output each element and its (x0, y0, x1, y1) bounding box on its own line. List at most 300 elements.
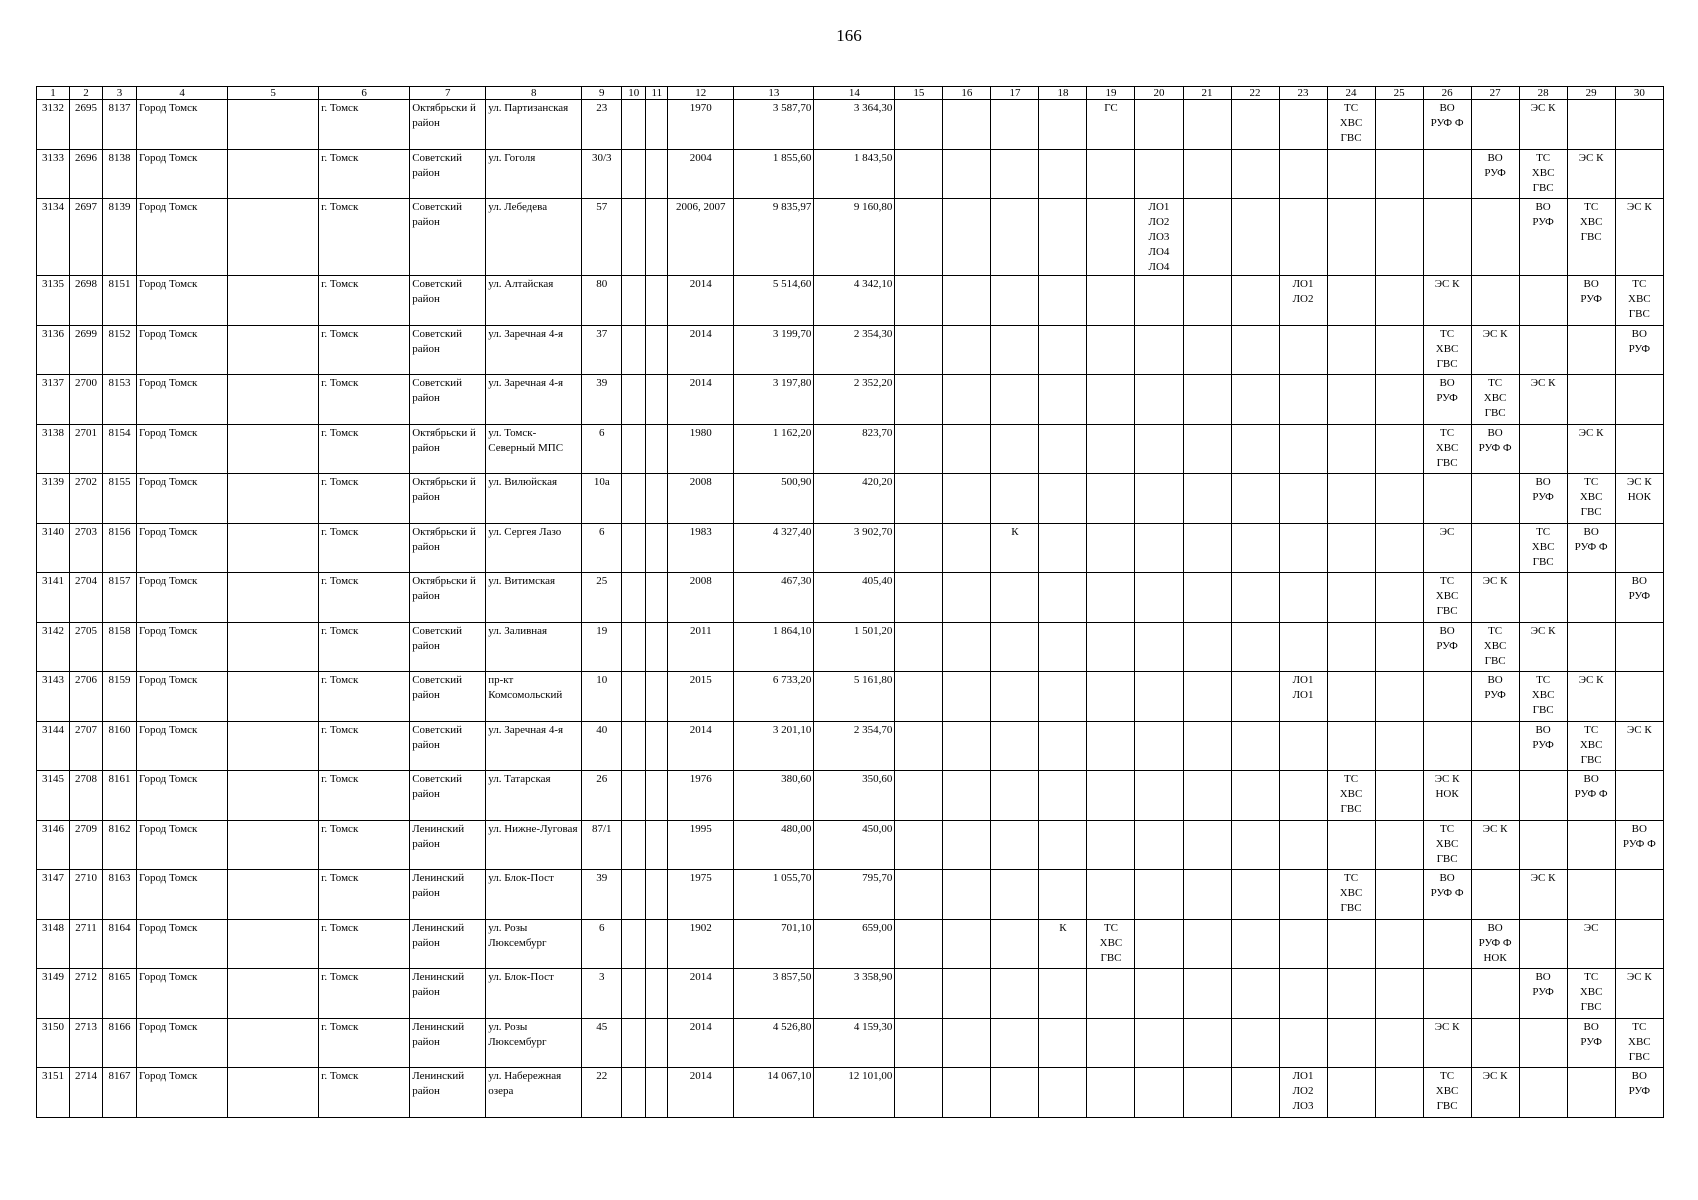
cell-col-15 (895, 523, 943, 573)
cell-col-7: Октябрьски й район (410, 424, 486, 474)
cell-col-29: ВО РУФ Ф (1567, 523, 1615, 573)
cell-col-15 (895, 149, 943, 199)
cell-col-23 (1279, 771, 1327, 821)
cell-col-12: 2014 (668, 1068, 734, 1118)
cell-col-6: г. Томск (319, 474, 410, 524)
cell-col-10 (622, 1018, 646, 1068)
cell-col-30: ВО РУФ (1615, 1068, 1663, 1118)
column-number-14: 14 (814, 87, 895, 100)
cell-col-18 (1039, 771, 1087, 821)
cell-col-2: 2698 (70, 276, 103, 326)
cell-col-1: 3135 (37, 276, 70, 326)
cell-col-16 (943, 325, 991, 375)
cell-col-23 (1279, 721, 1327, 771)
cell-col-30: ТС ХВС ГВС (1615, 276, 1663, 326)
cell-col-10 (622, 771, 646, 821)
cell-col-10 (622, 870, 646, 920)
cell-col-1: 3140 (37, 523, 70, 573)
cell-col-12: 1970 (668, 100, 734, 150)
cell-col-29 (1567, 375, 1615, 425)
cell-col-20 (1135, 474, 1183, 524)
cell-col-25 (1375, 721, 1423, 771)
cell-col-20 (1135, 622, 1183, 672)
cell-col-9: 3 (582, 969, 622, 1019)
cell-col-23: ЛО1 ЛО2 ЛО3 (1279, 1068, 1327, 1118)
cell-col-11 (646, 199, 668, 276)
cell-col-13: 701,10 (734, 919, 814, 969)
cell-col-11 (646, 672, 668, 722)
table-row (37, 622, 1664, 672)
cell-col-21 (1183, 1068, 1231, 1118)
cell-col-14: 3 358,90 (814, 969, 895, 1019)
cell-col-21 (1183, 969, 1231, 1019)
cell-col-6: г. Томск (319, 276, 410, 326)
cell-col-1: 3139 (37, 474, 70, 524)
cell-col-21 (1183, 771, 1231, 821)
cell-col-12: 1975 (668, 870, 734, 920)
cell-col-13: 3 857,50 (734, 969, 814, 1019)
cell-col-5 (228, 375, 319, 425)
cell-col-1: 3134 (37, 199, 70, 276)
cell-col-18 (1039, 474, 1087, 524)
cell-col-15 (895, 424, 943, 474)
cell-col-19 (1087, 424, 1135, 474)
table-row (37, 1068, 1664, 1118)
cell-col-28 (1519, 325, 1567, 375)
cell-col-23 (1279, 870, 1327, 920)
table-row (37, 771, 1664, 821)
cell-col-28 (1519, 771, 1567, 821)
cell-col-30 (1615, 672, 1663, 722)
cell-col-12: 2014 (668, 276, 734, 326)
cell-col-14: 450,00 (814, 820, 895, 870)
cell-col-3: 8163 (103, 870, 137, 920)
cell-col-6: г. Томск (319, 870, 410, 920)
cell-col-2: 2707 (70, 721, 103, 771)
cell-col-7: Октябрьски й район (410, 523, 486, 573)
cell-col-28 (1519, 573, 1567, 623)
cell-col-29: ВО РУФ (1567, 1018, 1615, 1068)
cell-col-18 (1039, 721, 1087, 771)
cell-col-11 (646, 919, 668, 969)
cell-col-22 (1231, 523, 1279, 573)
cell-col-8: ул. Заливная (486, 622, 582, 672)
cell-col-13: 3 197,80 (734, 375, 814, 425)
cell-col-24 (1327, 622, 1375, 672)
table-row (37, 199, 1664, 276)
cell-col-11 (646, 325, 668, 375)
cell-col-7: Советский район (410, 199, 486, 276)
cell-col-25 (1375, 199, 1423, 276)
cell-col-21 (1183, 820, 1231, 870)
cell-col-12: 2015 (668, 672, 734, 722)
cell-col-12: 2014 (668, 375, 734, 425)
cell-col-23 (1279, 919, 1327, 969)
cell-col-24 (1327, 523, 1375, 573)
cell-col-24 (1327, 375, 1375, 425)
cell-col-9: 25 (582, 573, 622, 623)
cell-col-4: Город Томск (137, 523, 228, 573)
column-number-27: 27 (1471, 87, 1519, 100)
cell-col-1: 3133 (37, 149, 70, 199)
column-number-23: 23 (1279, 87, 1327, 100)
cell-col-30 (1615, 375, 1663, 425)
cell-col-27: ЭС К (1471, 325, 1519, 375)
cell-col-5 (228, 424, 319, 474)
cell-col-11 (646, 149, 668, 199)
cell-col-19 (1087, 672, 1135, 722)
cell-col-4: Город Томск (137, 149, 228, 199)
cell-col-30 (1615, 870, 1663, 920)
cell-col-5 (228, 969, 319, 1019)
cell-col-23: ЛО1 ЛО1 (1279, 672, 1327, 722)
cell-col-26 (1423, 721, 1471, 771)
cell-col-17 (991, 276, 1039, 326)
column-number-21: 21 (1183, 87, 1231, 100)
cell-col-3: 8162 (103, 820, 137, 870)
cell-col-24 (1327, 919, 1375, 969)
cell-col-7: Советский район (410, 375, 486, 425)
cell-col-6: г. Томск (319, 199, 410, 276)
cell-col-28: ВО РУФ (1519, 721, 1567, 771)
cell-col-30 (1615, 149, 1663, 199)
cell-col-27 (1471, 199, 1519, 276)
cell-col-20 (1135, 672, 1183, 722)
cell-col-30: ЭС К (1615, 721, 1663, 771)
cell-col-21 (1183, 474, 1231, 524)
cell-col-2: 2701 (70, 424, 103, 474)
cell-col-30 (1615, 100, 1663, 150)
cell-col-19 (1087, 622, 1135, 672)
cell-col-22 (1231, 721, 1279, 771)
cell-col-7: Советский район (410, 622, 486, 672)
cell-col-6: г. Томск (319, 771, 410, 821)
cell-col-17 (991, 424, 1039, 474)
cell-col-13: 6 733,20 (734, 672, 814, 722)
cell-col-16 (943, 199, 991, 276)
cell-col-23 (1279, 100, 1327, 150)
cell-col-16 (943, 276, 991, 326)
cell-col-28: ЭС К (1519, 100, 1567, 150)
cell-col-5 (228, 721, 319, 771)
cell-col-19 (1087, 523, 1135, 573)
cell-col-11 (646, 424, 668, 474)
table-row (37, 820, 1664, 870)
cell-col-16 (943, 919, 991, 969)
cell-col-4: Город Томск (137, 375, 228, 425)
cell-col-7: Октябрьски й район (410, 573, 486, 623)
cell-col-11 (646, 523, 668, 573)
cell-col-28: ЭС К (1519, 622, 1567, 672)
cell-col-5 (228, 474, 319, 524)
cell-col-21 (1183, 100, 1231, 150)
cell-col-20 (1135, 375, 1183, 425)
cell-col-4: Город Томск (137, 672, 228, 722)
cell-col-4: Город Томск (137, 1068, 228, 1118)
cell-col-20 (1135, 276, 1183, 326)
cell-col-5 (228, 523, 319, 573)
cell-col-17 (991, 622, 1039, 672)
cell-col-12: 2014 (668, 969, 734, 1019)
cell-col-18 (1039, 969, 1087, 1019)
column-number-6: 6 (319, 87, 410, 100)
cell-col-26: ТС ХВС ГВС (1423, 424, 1471, 474)
column-number-26: 26 (1423, 87, 1471, 100)
cell-col-6: г. Томск (319, 721, 410, 771)
cell-col-25 (1375, 820, 1423, 870)
cell-col-29 (1567, 1068, 1615, 1118)
table-row (37, 375, 1664, 425)
cell-col-9: 22 (582, 1068, 622, 1118)
cell-col-2: 2708 (70, 771, 103, 821)
cell-col-16 (943, 771, 991, 821)
cell-col-10 (622, 573, 646, 623)
cell-col-3: 8159 (103, 672, 137, 722)
cell-col-14: 795,70 (814, 870, 895, 920)
cell-col-22 (1231, 771, 1279, 821)
cell-col-9: 6 (582, 919, 622, 969)
cell-col-17 (991, 474, 1039, 524)
cell-col-10 (622, 523, 646, 573)
cell-col-14: 2 354,70 (814, 721, 895, 771)
cell-col-25 (1375, 149, 1423, 199)
cell-col-21 (1183, 919, 1231, 969)
cell-col-30 (1615, 622, 1663, 672)
cell-col-7: Ленинский район (410, 820, 486, 870)
cell-col-3: 8160 (103, 721, 137, 771)
cell-col-15 (895, 276, 943, 326)
cell-col-15 (895, 622, 943, 672)
cell-col-29: ТС ХВС ГВС (1567, 474, 1615, 524)
cell-col-4: Город Томск (137, 622, 228, 672)
cell-col-17 (991, 149, 1039, 199)
cell-col-9: 57 (582, 199, 622, 276)
cell-col-22 (1231, 573, 1279, 623)
cell-col-25 (1375, 424, 1423, 474)
cell-col-18 (1039, 870, 1087, 920)
cell-col-20 (1135, 325, 1183, 375)
cell-col-19 (1087, 276, 1135, 326)
column-number-2: 2 (70, 87, 103, 100)
cell-col-16 (943, 721, 991, 771)
cell-col-14: 5 161,80 (814, 672, 895, 722)
cell-col-2: 2709 (70, 820, 103, 870)
cell-col-2: 2700 (70, 375, 103, 425)
cell-col-3: 8164 (103, 919, 137, 969)
cell-col-2: 2706 (70, 672, 103, 722)
cell-col-26 (1423, 969, 1471, 1019)
cell-col-7: Советский район (410, 149, 486, 199)
cell-col-29 (1567, 820, 1615, 870)
cell-col-1: 3146 (37, 820, 70, 870)
cell-col-14: 2 352,20 (814, 375, 895, 425)
cell-col-17 (991, 721, 1039, 771)
cell-col-17 (991, 573, 1039, 623)
cell-col-6: г. Томск (319, 969, 410, 1019)
cell-col-9: 19 (582, 622, 622, 672)
cell-col-24 (1327, 820, 1375, 870)
cell-col-8: ул. Нижне-Луговая (486, 820, 582, 870)
cell-col-12: 2008 (668, 474, 734, 524)
cell-col-19: ТС ХВС ГВС (1087, 919, 1135, 969)
cell-col-16 (943, 672, 991, 722)
cell-col-13: 14 067,10 (734, 1068, 814, 1118)
cell-col-4: Город Томск (137, 276, 228, 326)
cell-col-5 (228, 1018, 319, 1068)
cell-col-24 (1327, 276, 1375, 326)
cell-col-20 (1135, 870, 1183, 920)
cell-col-14: 12 101,00 (814, 1068, 895, 1118)
cell-col-6: г. Томск (319, 573, 410, 623)
cell-col-10 (622, 474, 646, 524)
cell-col-5 (228, 870, 319, 920)
cell-col-18 (1039, 325, 1087, 375)
cell-col-5 (228, 919, 319, 969)
table-row (37, 424, 1664, 474)
cell-col-19 (1087, 573, 1135, 623)
cell-col-10 (622, 199, 646, 276)
cell-col-23 (1279, 622, 1327, 672)
cell-col-10 (622, 919, 646, 969)
cell-col-22 (1231, 969, 1279, 1019)
cell-col-24 (1327, 325, 1375, 375)
cell-col-17 (991, 199, 1039, 276)
cell-col-8: ул. Лебедева (486, 199, 582, 276)
cell-col-14: 2 354,30 (814, 325, 895, 375)
cell-col-15 (895, 199, 943, 276)
cell-col-8: ул. Сергея Лазо (486, 523, 582, 573)
cell-col-28 (1519, 1068, 1567, 1118)
cell-col-24 (1327, 969, 1375, 1019)
cell-col-13: 3 201,10 (734, 721, 814, 771)
cell-col-13: 3 587,70 (734, 100, 814, 150)
cell-col-7: Ленинский район (410, 870, 486, 920)
cell-col-9: 39 (582, 870, 622, 920)
cell-col-5 (228, 622, 319, 672)
cell-col-28: ТС ХВС ГВС (1519, 672, 1567, 722)
cell-col-27 (1471, 969, 1519, 1019)
table-row (37, 672, 1664, 722)
cell-col-2: 2705 (70, 622, 103, 672)
column-number-18: 18 (1039, 87, 1087, 100)
cell-col-7: Ленинский район (410, 969, 486, 1019)
cell-col-30: ЭС К (1615, 199, 1663, 276)
column-number-7: 7 (410, 87, 486, 100)
cell-col-14: 1 501,20 (814, 622, 895, 672)
cell-col-26: ВО РУФ (1423, 622, 1471, 672)
table-row (37, 276, 1664, 326)
cell-col-9: 10 (582, 672, 622, 722)
cell-col-17 (991, 1068, 1039, 1118)
cell-col-2: 2712 (70, 969, 103, 1019)
cell-col-22 (1231, 199, 1279, 276)
cell-col-18 (1039, 1068, 1087, 1118)
cell-col-27: ВО РУФ (1471, 672, 1519, 722)
cell-col-12: 1983 (668, 523, 734, 573)
cell-col-9: 45 (582, 1018, 622, 1068)
cell-col-22 (1231, 870, 1279, 920)
table-row (37, 149, 1664, 199)
cell-col-19 (1087, 1068, 1135, 1118)
cell-col-15 (895, 474, 943, 524)
cell-col-15 (895, 672, 943, 722)
cell-col-1: 3142 (37, 622, 70, 672)
cell-col-20 (1135, 771, 1183, 821)
cell-col-25 (1375, 325, 1423, 375)
table-row (37, 919, 1664, 969)
column-number-28: 28 (1519, 87, 1567, 100)
table-row (37, 100, 1664, 150)
cell-col-15 (895, 870, 943, 920)
cell-col-24 (1327, 573, 1375, 623)
table-body (37, 100, 1664, 1118)
cell-col-25 (1375, 919, 1423, 969)
column-number-10: 10 (622, 87, 646, 100)
cell-col-24: ТС ХВС ГВС (1327, 771, 1375, 821)
cell-col-8: ул. Партизанская (486, 100, 582, 150)
cell-col-27 (1471, 1018, 1519, 1068)
cell-col-7: Ленинский район (410, 1018, 486, 1068)
cell-col-11 (646, 1068, 668, 1118)
cell-col-27: ЭС К (1471, 573, 1519, 623)
cell-col-26: ВО РУФ (1423, 375, 1471, 425)
cell-col-13: 3 199,70 (734, 325, 814, 375)
cell-col-8: ул. Розы Люксембург (486, 1018, 582, 1068)
cell-col-8: ул. Гоголя (486, 149, 582, 199)
table-row (37, 969, 1664, 1019)
cell-col-26 (1423, 199, 1471, 276)
cell-col-26 (1423, 474, 1471, 524)
cell-col-24 (1327, 149, 1375, 199)
cell-col-8: ул. Набережная озера (486, 1068, 582, 1118)
cell-col-11 (646, 1018, 668, 1068)
cell-col-21 (1183, 325, 1231, 375)
cell-col-23 (1279, 325, 1327, 375)
cell-col-25 (1375, 870, 1423, 920)
cell-col-19 (1087, 721, 1135, 771)
cell-col-9: 39 (582, 375, 622, 425)
cell-col-19 (1087, 1018, 1135, 1068)
cell-col-21 (1183, 276, 1231, 326)
cell-col-23 (1279, 573, 1327, 623)
cell-col-30: ВО РУФ (1615, 325, 1663, 375)
cell-col-10 (622, 820, 646, 870)
cell-col-24 (1327, 721, 1375, 771)
cell-col-20 (1135, 1068, 1183, 1118)
cell-col-5 (228, 820, 319, 870)
column-number-20: 20 (1135, 87, 1183, 100)
cell-col-15 (895, 919, 943, 969)
cell-col-6: г. Томск (319, 149, 410, 199)
cell-col-12: 2008 (668, 573, 734, 623)
cell-col-28: ЭС К (1519, 870, 1567, 920)
cell-col-23 (1279, 199, 1327, 276)
cell-col-13: 1 055,70 (734, 870, 814, 920)
cell-col-4: Город Томск (137, 870, 228, 920)
cell-col-17 (991, 771, 1039, 821)
cell-col-11 (646, 375, 668, 425)
cell-col-19 (1087, 149, 1135, 199)
cell-col-9: 23 (582, 100, 622, 150)
cell-col-9: 6 (582, 424, 622, 474)
cell-col-5 (228, 199, 319, 276)
cell-col-23 (1279, 375, 1327, 425)
cell-col-4: Город Томск (137, 1018, 228, 1068)
cell-col-20 (1135, 820, 1183, 870)
cell-col-8: ул. Вилюйская (486, 474, 582, 524)
table-row (37, 721, 1664, 771)
cell-col-15 (895, 375, 943, 425)
